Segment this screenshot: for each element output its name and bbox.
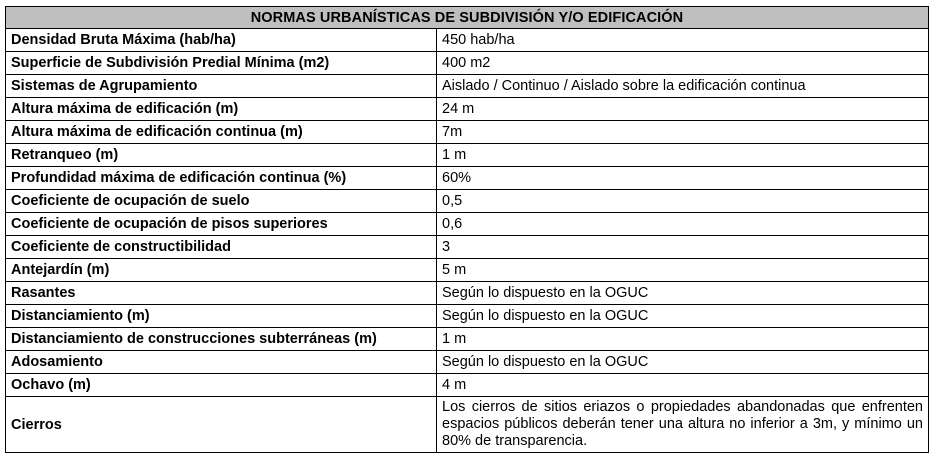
row-label: Cierros [6, 397, 437, 453]
table-row [6, 213, 929, 236]
table-row [6, 282, 929, 305]
row-value: 0,5 [437, 190, 929, 213]
table-row [6, 144, 929, 167]
row-label: Densidad Bruta Máxima (hab/ha) [6, 29, 437, 52]
row-value: Aislado / Continuo / Aislado sobre la edificación continua [437, 75, 929, 98]
table-title: NORMAS URBANÍSTICAS DE SUBDIVISIÓN Y/O EDIFICACIÓN [6, 7, 929, 29]
row-value: Según lo dispuesto en la OGUC [437, 305, 929, 328]
row-value: 60% [437, 167, 929, 190]
table-row [6, 328, 929, 351]
table-row [6, 98, 929, 121]
table-row [6, 52, 929, 75]
table-row [6, 305, 929, 328]
row-value: 1 m [437, 328, 929, 351]
row-value: 24 m [437, 98, 929, 121]
row-label: Profundidad máxima de edificación continua (%) [6, 167, 437, 190]
row-label: Ochavo (m) [6, 374, 437, 397]
table-row [6, 259, 929, 282]
row-value: 1 m [437, 144, 929, 167]
row-value: 450 hab/ha [437, 29, 929, 52]
table-title-row [6, 7, 929, 29]
row-label: Superficie de Subdivisión Predial Mínima (m2) [6, 52, 437, 75]
norms-table-container [5, 6, 928, 453]
row-value: Según lo dispuesto en la OGUC [437, 282, 929, 305]
norms-table [5, 6, 929, 453]
row-label: Altura máxima de edificación continua (m) [6, 121, 437, 144]
row-label: Antejardín (m) [6, 259, 437, 282]
table-row [6, 75, 929, 98]
row-value: 0,6 [437, 213, 929, 236]
row-label: Coeficiente de constructibilidad [6, 236, 437, 259]
row-label: Coeficiente de ocupación de pisos superiores [6, 213, 437, 236]
row-label: Distanciamiento (m) [6, 305, 437, 328]
table-row [6, 397, 929, 453]
table-row [6, 190, 929, 213]
row-label: Distanciamiento de construcciones subterráneas (m) [6, 328, 437, 351]
row-label: Altura máxima de edificación (m) [6, 98, 437, 121]
row-value: 3 [437, 236, 929, 259]
row-value: Los cierros de sitios eriazos o propiedades abandonadas que enfrenten espacios públicos deberán tener una altura no inferior a 3m, y mínimo un 80% de transparencia. [437, 397, 929, 453]
row-value: 7m [437, 121, 929, 144]
table-row [6, 351, 929, 374]
row-value: 5 m [437, 259, 929, 282]
table-row [6, 167, 929, 190]
row-label: Coeficiente de ocupación de suelo [6, 190, 437, 213]
row-value: Según lo dispuesto en la OGUC [437, 351, 929, 374]
row-value: 400 m2 [437, 52, 929, 75]
row-label: Rasantes [6, 282, 437, 305]
table-row [6, 121, 929, 144]
row-label: Sistemas de Agrupamiento [6, 75, 437, 98]
table-row [6, 374, 929, 397]
table-row [6, 29, 929, 52]
row-label: Adosamiento [6, 351, 437, 374]
table-row [6, 236, 929, 259]
row-value: 4 m [437, 374, 929, 397]
row-label: Retranqueo (m) [6, 144, 437, 167]
